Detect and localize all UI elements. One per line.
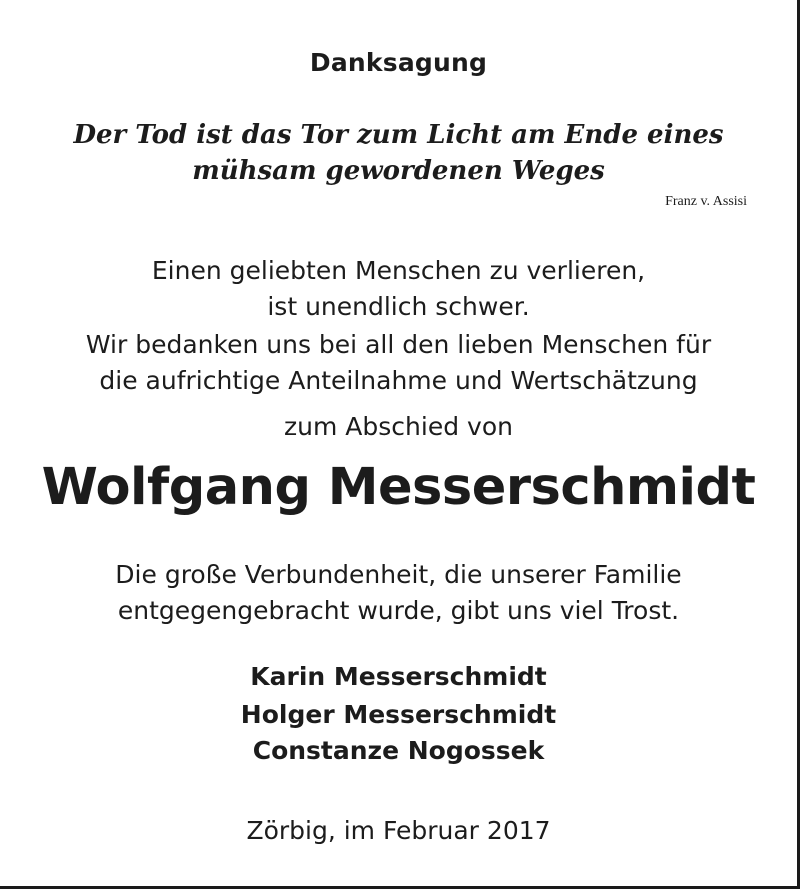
closing-line-2: entgegengebracht wurde, gibt uns viel Trost. [117,596,680,625]
quote-line-1: Der Tod ist das Tor zum Licht am Ende eines [73,120,724,150]
intro-line-4: die aufrichtige Anteilnahme und Wertschätzung [99,366,698,395]
intro-line-1: Einen geliebten Menschen zu verlieren, [151,256,646,285]
closing-line-1: Die große Verbundenheit, die unserer Familie [115,560,682,589]
place-and-date: Zörbig, im Februar 2017 [246,816,551,845]
family-member: Karin Messerschmidt [250,662,547,691]
intro-line-3: Wir bedanken uns bei all den lieben Menschen für [85,330,712,359]
intro-line-5: zum Abschied von [284,412,513,441]
family-member: Holger Messerschmidt [240,700,557,729]
family-member: Constanze Nogossek [252,736,545,765]
notice-heading: Danksagung [309,48,488,77]
quote-line-2: mühsam gewordenen Weges [192,156,605,186]
deceased-name: Wolfgang Messerschmidt [41,458,756,517]
quote-attribution: Franz v. Assisi [665,194,747,209]
intro-line-2: ist unendlich schwer. [267,292,530,321]
